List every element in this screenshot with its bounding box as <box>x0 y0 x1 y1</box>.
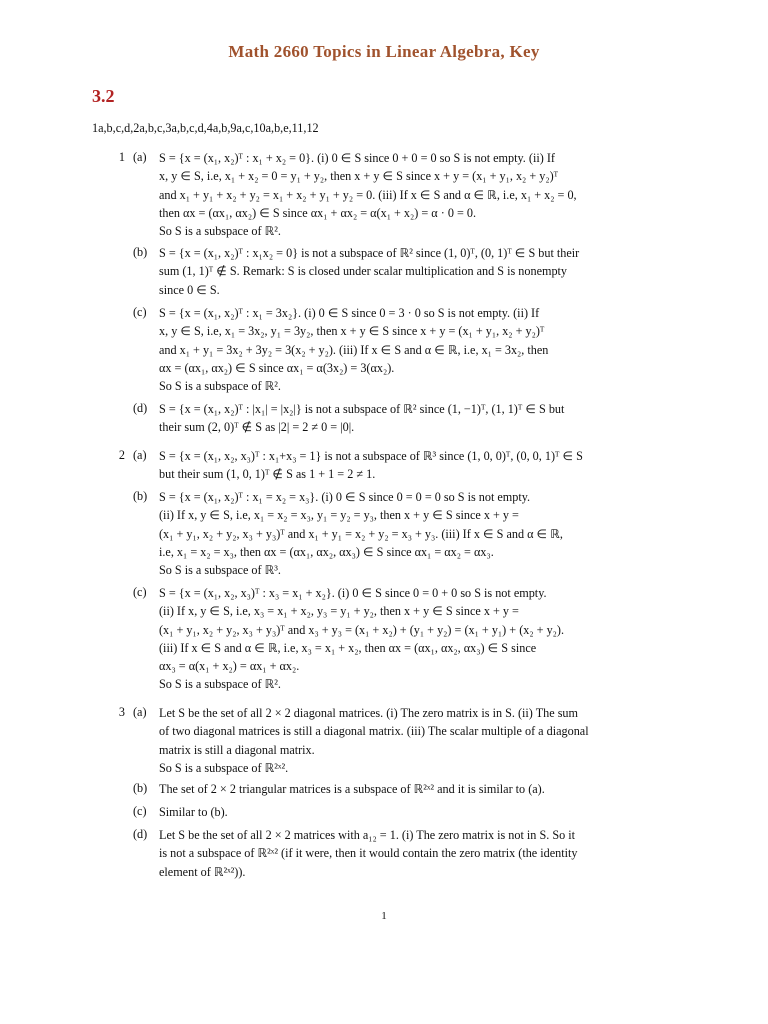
part-text <box>159 826 697 881</box>
page-number: 1 <box>381 910 387 922</box>
part-label: (b) <box>133 489 148 503</box>
text-line: S = {x = (x₁, x₂)ᵀ : x₁ = 3x₂}. (i) 0 ∈ S since 0 = 3 · 0 so S is not empty. (ii) If <box>159 306 540 320</box>
part-label: (c) <box>133 305 147 319</box>
text-line: S = {x = (x₁, x₂, x₃)ᵀ : x₃ = x₁ + x₂}. (i) 0 ∈ S since 0 = 0 + 0 so S is not empty. <box>159 586 547 600</box>
part-label: (a) <box>133 705 147 719</box>
text-line: αx₃ = α(x₁ + x₂) = αx₁ + αx₂. <box>159 659 300 674</box>
text-line: (iii) If x ∈ S and α ∈ ℝ, i.e, x₃ = x₁ + x₂, then αx = (αx₁, αx₂, αx₃) ∈ S since <box>159 640 537 655</box>
text-line: So S is a subspace of ℝ³. <box>159 563 281 578</box>
text-line: So S is a subspace of ℝ². <box>159 379 281 394</box>
problem-number: 2 <box>118 448 125 462</box>
text-line: but their sum (1, 0, 1)ᵀ ∉ S as 1 + 1 = 2 ≠ 1. <box>159 467 376 482</box>
text-line: (ii) If x, y ∈ S, i.e, x₃ = x₁ + x₂, y₃ = y₁ + y₂, then x + y ∈ S since x + y = <box>159 604 519 619</box>
document-title: Math 2660 Topics in Linear Algebra, Key <box>228 42 540 61</box>
text-line: Similar to (b). <box>159 805 228 819</box>
part-text <box>159 400 697 437</box>
part-label: (d) <box>133 401 148 415</box>
part-label: (a) <box>133 448 147 462</box>
text-line: sum (1, 1)ᵀ ∉ S. Remark: S is closed under scalar multiplication and S is nonempty <box>159 264 568 279</box>
text-line: So S is a subspace of ℝ². <box>159 677 281 692</box>
section-heading: 3.2 <box>92 86 115 106</box>
part-label: (c) <box>133 804 147 818</box>
part-text <box>159 244 697 299</box>
part-text <box>159 447 697 484</box>
text-line: is not a subspace of ℝ²ˣ² (if it were, then it would contain the zero matrix (the identity <box>159 846 578 861</box>
part-text <box>159 780 697 798</box>
text-line: i.e, x₁ = x₂ = x₃, then αx = (αx₁, αx₂, αx₃) ∈ S since αx₁ = αx₂ = αx₃. <box>159 544 494 559</box>
text-line: matrix is still a diagonal matrix. <box>159 742 315 757</box>
part-text <box>159 803 697 821</box>
text-line: x, y ∈ S, i.e, x₁ = 3x₂, y₁ = 3y₂, then x + y ∈ S since x + y = (x₁ + y₁, x₂ + y₂)ᵀ <box>159 324 545 339</box>
part-text <box>159 488 697 579</box>
text-line: (x₁ + y₁, x₂ + y₂, x₃ + y₃)ᵀ and x₁ + y₁ = x₂ + y₂ = x₃ + y₃. (iii) If x ∈ S and α ∈ ℝ, <box>159 526 563 541</box>
text-line: since 0 ∈ S. <box>159 282 220 297</box>
text-line: then αx = (αx₁, αx₂) ∈ S since αx₁ + αx₂ = α(x₁ + x₂) = α · 0 = 0. <box>159 205 477 220</box>
problem-number: 1 <box>118 150 125 164</box>
text-line: (x₁ + y₁, x₂ + y₂, x₃ + y₃)ᵀ and x₃ + y₃ = (x₁ + x₂) + (y₁ + y₂) = (x₁ + y₁) + (x₂ + y₂). <box>159 622 565 637</box>
part-text <box>159 704 697 777</box>
part-label: (a) <box>133 150 147 164</box>
text-line: αx = (αx₁, αx₂) ∈ S since αx₁ = α(3x₂) = 3(αx₂). <box>159 360 395 375</box>
part-label: (b) <box>133 245 148 259</box>
text-line: S = {x = (x₁, x₂)ᵀ : x₁x₂ = 0} is not a subspace of ℝ² since (1, 0)ᵀ, (0, 1)ᵀ ∈ S but their <box>159 246 580 260</box>
part-text <box>159 149 697 240</box>
text-line: and x₁ + y₁ = 3x₂ + 3y₂ = 3(x₂ + y₂). (iii) If x ∈ S and α ∈ ℝ, i.e, x₁ = 3x₂, then <box>159 342 549 357</box>
part-label: (d) <box>133 827 148 841</box>
text-line: S = {x = (x₁, x₂)ᵀ : |x₁| = |x₂|} is not a subspace of ℝ² since (1, −1)ᵀ, (1, 1)ᵀ ∈ S but <box>159 402 565 416</box>
text-line: x, y ∈ S, i.e, x₁ + x₂ = 0 = y₁ + y₂, then x + y ∈ S since x + y = (x₁ + y₁, x₂ + y₂)ᵀ <box>159 169 559 184</box>
text-line: and x₁ + y₁ + x₂ + y₂ = x₁ + x₂ + y₁ + y₂ = 0. (iii) If x ∈ S and α ∈ ℝ, i.e, x₁ + x₂ = 0, <box>159 187 577 202</box>
text-line: So S is a subspace of ℝ². <box>159 224 281 239</box>
part-text <box>159 584 697 694</box>
text-line: S = {x = (x₁, x₂, x₃)ᵀ : x₁+x₃ = 1} is not a subspace of ℝ³ since (1, 0, 0)ᵀ, (0, 0, 1)ᵀ ∈ S <box>159 449 583 463</box>
text-line: So S is a subspace of ℝ²ˣ². <box>159 760 289 775</box>
text-line: element of ℝ²ˣ²)). <box>159 864 246 879</box>
text-line: their sum (2, 0)ᵀ ∉ S as |2| = 2 ≠ 0 = |0|. <box>159 420 355 435</box>
part-label: (b) <box>133 781 148 795</box>
part-text <box>159 304 697 395</box>
text-line: of two diagonal matrices is still a diagonal matrix. (iii) The scalar multiple of a diagonal <box>159 724 589 739</box>
text-line: (ii) If x, y ∈ S, i.e, x₁ = x₂ = x₃, y₁ = y₂ = y₃, then x + y ∈ S since x + y = <box>159 508 519 523</box>
problem-number: 3 <box>118 705 125 719</box>
exercise-list: 1a,b,c,d,2a,b,c,3a,b,c,d,4a,b,9a,c,10a,b,e,11,12 <box>92 121 319 135</box>
text-line: Let S be the set of all 2 × 2 diagonal matrices. (i) The zero matrix is in S. (ii) The sum <box>159 706 579 720</box>
text-line: S = {x = (x₁, x₂)ᵀ : x₁ + x₂ = 0}. (i) 0 ∈ S since 0 + 0 = 0 so S is not empty. (ii) If <box>159 151 555 165</box>
text-line: The set of 2 × 2 triangular matrices is a subspace of ℝ²ˣ² and it is similar to (a). <box>159 782 545 796</box>
part-label: (c) <box>133 585 147 599</box>
text-line: S = {x = (x₁, x₂)ᵀ : x₁ = x₂ = x₃}. (i) 0 ∈ S since 0 = 0 = 0 so S is not empty. <box>159 490 531 504</box>
text-line: Let S be the set of all 2 × 2 matrices with a₁₂ = 1. (i) The zero matrix is not in S. So it <box>159 828 576 842</box>
